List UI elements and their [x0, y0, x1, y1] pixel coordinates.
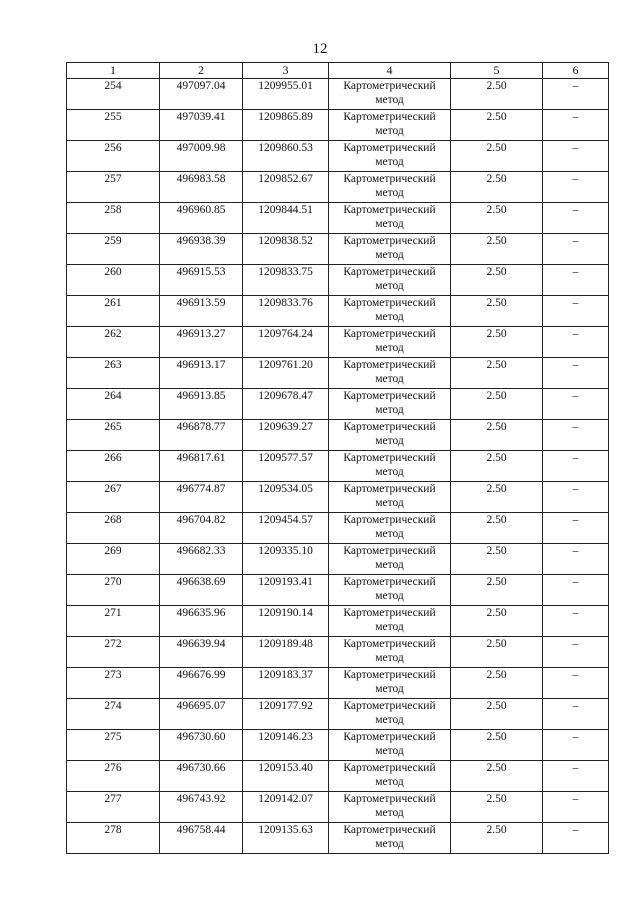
point-number-cell: 255 — [67, 110, 160, 141]
x-coordinate-cell: 496983.58 — [160, 172, 243, 203]
point-number-cell: 278 — [67, 823, 160, 854]
y-coordinate-cell: 1209183.37 — [243, 668, 329, 699]
point-number-cell: 268 — [67, 513, 160, 544]
table-row — [67, 79, 609, 110]
method-cell: Картометрический метод — [329, 637, 451, 668]
y-coordinate-cell: 1209844.51 — [243, 203, 329, 234]
note-cell: – — [543, 265, 609, 296]
x-coordinate-cell: 496635.96 — [160, 606, 243, 637]
note-cell: – — [543, 389, 609, 420]
point-number-cell: 261 — [67, 296, 160, 327]
y-coordinate-cell: 1209678.47 — [243, 389, 329, 420]
method-cell: Картометрический метод — [329, 482, 451, 513]
x-coordinate-cell: 496913.17 — [160, 358, 243, 389]
y-coordinate-cell: 1209146.23 — [243, 730, 329, 761]
point-number-cell: 259 — [67, 234, 160, 265]
y-coordinate-cell: 1209142.07 — [243, 792, 329, 823]
y-coordinate-cell: 1209838.52 — [243, 234, 329, 265]
x-coordinate-cell: 496938.39 — [160, 234, 243, 265]
y-coordinate-cell: 1209764.24 — [243, 327, 329, 358]
header-cell-2: 2 — [160, 63, 243, 79]
point-number-cell: 267 — [67, 482, 160, 513]
x-coordinate-cell: 496638.69 — [160, 575, 243, 606]
table-row — [67, 792, 609, 823]
accuracy-cell: 2.50 — [451, 389, 543, 420]
header-cell-1: 1 — [67, 63, 160, 79]
y-coordinate-cell: 1209454.57 — [243, 513, 329, 544]
note-cell: – — [543, 730, 609, 761]
x-coordinate-cell: 496915.53 — [160, 265, 243, 296]
accuracy-cell: 2.50 — [451, 823, 543, 854]
x-coordinate-cell: 497097.04 — [160, 79, 243, 110]
method-cell: Картометрический метод — [329, 296, 451, 327]
point-number-cell: 254 — [67, 79, 160, 110]
note-cell: – — [543, 79, 609, 110]
header-cell-5: 5 — [451, 63, 543, 79]
method-cell: Картометрический метод — [329, 172, 451, 203]
note-cell: – — [543, 203, 609, 234]
point-number-cell: 270 — [67, 575, 160, 606]
x-coordinate-cell: 496817.61 — [160, 451, 243, 482]
page-number: 12 — [312, 41, 328, 57]
method-cell: Картометрический метод — [329, 513, 451, 544]
header-cell-3: 3 — [243, 63, 329, 79]
x-coordinate-cell: 496758.44 — [160, 823, 243, 854]
note-cell: – — [543, 451, 609, 482]
accuracy-cell: 2.50 — [451, 730, 543, 761]
y-coordinate-cell: 1209852.67 — [243, 172, 329, 203]
method-cell: Картометрический метод — [329, 699, 451, 730]
note-cell: – — [543, 668, 609, 699]
method-cell: Картометрический метод — [329, 265, 451, 296]
accuracy-cell: 2.50 — [451, 172, 543, 203]
method-cell: Картометрический метод — [329, 575, 451, 606]
point-number-cell: 274 — [67, 699, 160, 730]
table-row — [67, 730, 609, 761]
table-row — [67, 606, 609, 637]
table-row — [67, 575, 609, 606]
point-number-cell: 276 — [67, 761, 160, 792]
method-cell: Картометрический метод — [329, 730, 451, 761]
y-coordinate-cell: 1209865.89 — [243, 110, 329, 141]
note-cell: – — [543, 141, 609, 172]
accuracy-cell: 2.50 — [451, 544, 543, 575]
method-cell: Картометрический метод — [329, 792, 451, 823]
y-coordinate-cell: 1209193.41 — [243, 575, 329, 606]
note-cell: – — [543, 358, 609, 389]
x-coordinate-cell: 496730.60 — [160, 730, 243, 761]
y-coordinate-cell: 1209577.57 — [243, 451, 329, 482]
note-cell: – — [543, 327, 609, 358]
x-coordinate-cell: 496960.85 — [160, 203, 243, 234]
y-coordinate-cell: 1209177.92 — [243, 699, 329, 730]
y-coordinate-cell: 1209335.10 — [243, 544, 329, 575]
method-cell: Картометрический метод — [329, 451, 451, 482]
note-cell: – — [543, 513, 609, 544]
table-row — [67, 327, 609, 358]
method-cell: Картометрический метод — [329, 327, 451, 358]
method-cell: Картометрический метод — [329, 203, 451, 234]
method-cell: Картометрический метод — [329, 668, 451, 699]
accuracy-cell: 2.50 — [451, 296, 543, 327]
point-number-cell: 258 — [67, 203, 160, 234]
table-row — [67, 265, 609, 296]
point-number-cell: 265 — [67, 420, 160, 451]
accuracy-cell: 2.50 — [451, 575, 543, 606]
y-coordinate-cell: 1209955.01 — [243, 79, 329, 110]
accuracy-cell: 2.50 — [451, 761, 543, 792]
note-cell: – — [543, 575, 609, 606]
method-cell: Картометрический метод — [329, 358, 451, 389]
note-cell: – — [543, 234, 609, 265]
table-row — [67, 699, 609, 730]
note-cell: – — [543, 544, 609, 575]
accuracy-cell: 2.50 — [451, 637, 543, 668]
note-cell: – — [543, 296, 609, 327]
point-number-cell: 256 — [67, 141, 160, 172]
x-coordinate-cell: 496913.59 — [160, 296, 243, 327]
note-cell: – — [543, 761, 609, 792]
accuracy-cell: 2.50 — [451, 203, 543, 234]
table-row — [67, 203, 609, 234]
x-coordinate-cell: 496913.85 — [160, 389, 243, 420]
y-coordinate-cell: 1209761.20 — [243, 358, 329, 389]
accuracy-cell: 2.50 — [451, 482, 543, 513]
table-row — [67, 234, 609, 265]
method-cell: Картометрический метод — [329, 606, 451, 637]
x-coordinate-cell: 496639.94 — [160, 637, 243, 668]
x-coordinate-cell: 496704.82 — [160, 513, 243, 544]
method-cell: Картометрический метод — [329, 79, 451, 110]
y-coordinate-cell: 1209833.76 — [243, 296, 329, 327]
accuracy-cell: 2.50 — [451, 606, 543, 637]
accuracy-cell: 2.50 — [451, 327, 543, 358]
table-row — [67, 482, 609, 513]
accuracy-cell: 2.50 — [451, 110, 543, 141]
method-cell: Картометрический метод — [329, 420, 451, 451]
y-coordinate-cell: 1209639.27 — [243, 420, 329, 451]
note-cell: – — [543, 420, 609, 451]
accuracy-cell: 2.50 — [451, 141, 543, 172]
y-coordinate-cell: 1209860.53 — [243, 141, 329, 172]
accuracy-cell: 2.50 — [451, 699, 543, 730]
accuracy-cell: 2.50 — [451, 792, 543, 823]
coordinates-table — [66, 62, 609, 854]
table-row — [67, 389, 609, 420]
table-body — [67, 79, 609, 854]
point-number-cell: 271 — [67, 606, 160, 637]
y-coordinate-cell: 1209534.05 — [243, 482, 329, 513]
x-coordinate-cell: 497009.98 — [160, 141, 243, 172]
y-coordinate-cell: 1209153.40 — [243, 761, 329, 792]
point-number-cell: 263 — [67, 358, 160, 389]
accuracy-cell: 2.50 — [451, 451, 543, 482]
note-cell: – — [543, 792, 609, 823]
point-number-cell: 260 — [67, 265, 160, 296]
note-cell: – — [543, 823, 609, 854]
table-row — [67, 668, 609, 699]
point-number-cell: 269 — [67, 544, 160, 575]
point-number-cell: 277 — [67, 792, 160, 823]
table-row — [67, 358, 609, 389]
x-coordinate-cell: 496682.33 — [160, 544, 243, 575]
accuracy-cell: 2.50 — [451, 79, 543, 110]
point-number-cell: 273 — [67, 668, 160, 699]
accuracy-cell: 2.50 — [451, 668, 543, 699]
note-cell: – — [543, 172, 609, 203]
accuracy-cell: 2.50 — [451, 420, 543, 451]
note-cell: – — [543, 637, 609, 668]
table-row — [67, 296, 609, 327]
y-coordinate-cell: 1209833.75 — [243, 265, 329, 296]
method-cell: Картометрический метод — [329, 389, 451, 420]
table-row — [67, 544, 609, 575]
accuracy-cell: 2.50 — [451, 265, 543, 296]
table-row — [67, 172, 609, 203]
table-row — [67, 420, 609, 451]
x-coordinate-cell: 496730.66 — [160, 761, 243, 792]
x-coordinate-cell: 496695.07 — [160, 699, 243, 730]
table-row — [67, 141, 609, 172]
point-number-cell: 266 — [67, 451, 160, 482]
point-number-cell: 262 — [67, 327, 160, 358]
method-cell: Картометрический метод — [329, 823, 451, 854]
accuracy-cell: 2.50 — [451, 358, 543, 389]
header-cell-6: 6 — [543, 63, 609, 79]
point-number-cell: 257 — [67, 172, 160, 203]
table-row — [67, 823, 609, 854]
header-row — [67, 63, 609, 79]
method-cell: Картометрический метод — [329, 234, 451, 265]
point-number-cell: 275 — [67, 730, 160, 761]
method-cell: Картометрический метод — [329, 110, 451, 141]
note-cell: – — [543, 699, 609, 730]
accuracy-cell: 2.50 — [451, 513, 543, 544]
point-number-cell: 272 — [67, 637, 160, 668]
table-row — [67, 513, 609, 544]
header-cell-4: 4 — [329, 63, 451, 79]
x-coordinate-cell: 496774.87 — [160, 482, 243, 513]
accuracy-cell: 2.50 — [451, 234, 543, 265]
note-cell: – — [543, 606, 609, 637]
y-coordinate-cell: 1209190.14 — [243, 606, 329, 637]
method-cell: Картометрический метод — [329, 761, 451, 792]
note-cell: – — [543, 110, 609, 141]
note-cell: – — [543, 482, 609, 513]
method-cell: Картометрический метод — [329, 141, 451, 172]
x-coordinate-cell: 496878.77 — [160, 420, 243, 451]
point-number-cell: 264 — [67, 389, 160, 420]
x-coordinate-cell: 496676.99 — [160, 668, 243, 699]
table-row — [67, 637, 609, 668]
y-coordinate-cell: 1209135.63 — [243, 823, 329, 854]
x-coordinate-cell: 496913.27 — [160, 327, 243, 358]
table-header — [67, 63, 609, 79]
method-cell: Картометрический метод — [329, 544, 451, 575]
x-coordinate-cell: 497039.41 — [160, 110, 243, 141]
y-coordinate-cell: 1209189.48 — [243, 637, 329, 668]
table-row — [67, 761, 609, 792]
x-coordinate-cell: 496743.92 — [160, 792, 243, 823]
table-row — [67, 451, 609, 482]
table-row — [67, 110, 609, 141]
